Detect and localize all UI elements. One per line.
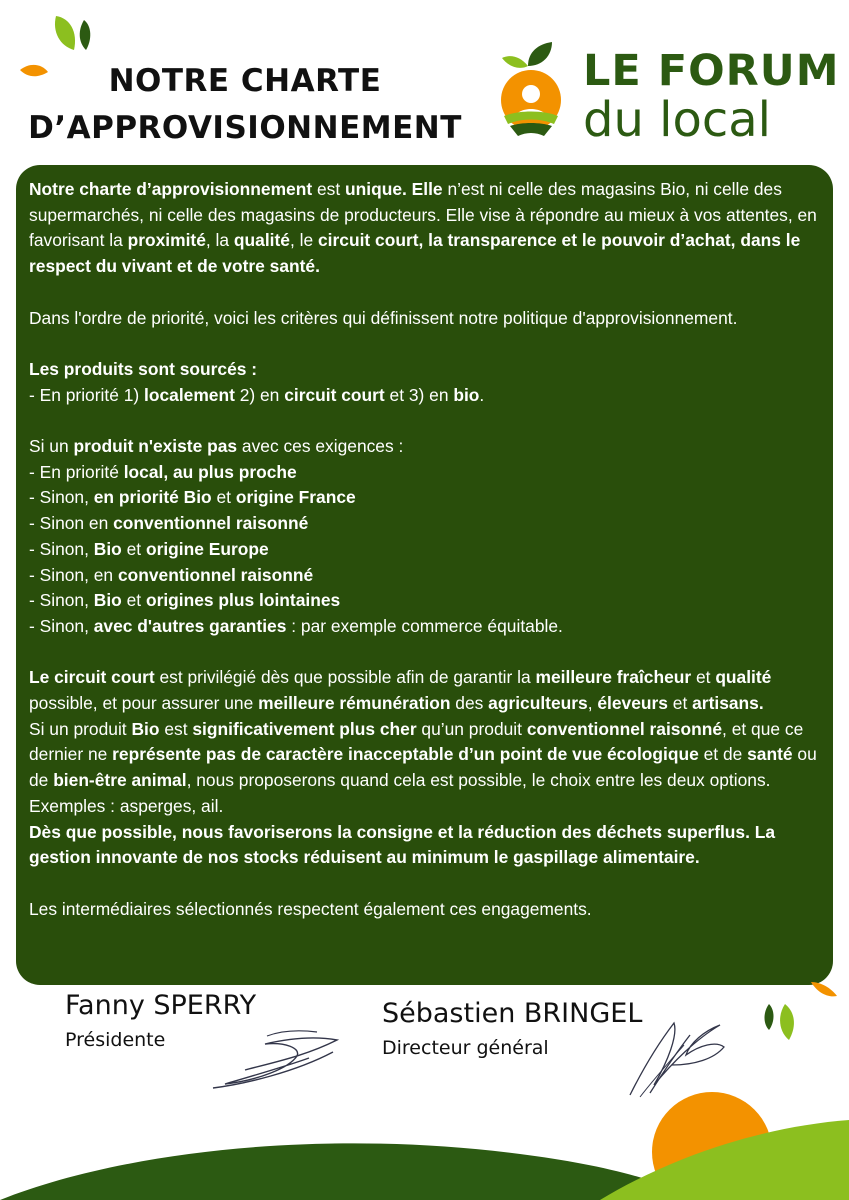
charter-text-bold: Les produits sont sourcés : bbox=[29, 358, 258, 379]
charter-text-bold: bien-être animal bbox=[53, 770, 187, 791]
leaf-decoration-icon bbox=[755, 978, 849, 1048]
charter-text: Si un produit bbox=[29, 718, 132, 739]
charter-text: 2) en bbox=[234, 384, 285, 405]
charter-text: et bbox=[121, 538, 146, 559]
charter-text: , et que ce dernier ne bbox=[29, 718, 804, 765]
charter-paragraph bbox=[29, 588, 819, 614]
charter-text-bold: santé bbox=[747, 744, 793, 765]
charter-text: - Sinon, bbox=[29, 590, 94, 611]
forum-du-local-logo-icon bbox=[498, 38, 570, 146]
charter-paragraph bbox=[29, 485, 819, 511]
charter-text: est bbox=[312, 179, 346, 199]
brand-name bbox=[583, 46, 840, 148]
charter-paragraph bbox=[29, 820, 819, 871]
charter-text: avec ces exigences : bbox=[237, 435, 404, 456]
charter-text-bold: représente pas de caractère inacceptable d’un point de vue écologique bbox=[112, 744, 699, 765]
charter-text-bold: Dès que possible, nous favoriserons la consigne et la réduction des déchets superflus. La gestion innovante de nos stocks réduisent au minimum le gaspillage alimentaire. bbox=[29, 821, 776, 868]
charter-text: , le bbox=[289, 230, 318, 251]
charter-text-bold: Bio bbox=[93, 538, 122, 559]
charter-paragraph bbox=[29, 563, 819, 589]
charter-paragraph bbox=[29, 717, 819, 820]
charter-text: et 3) en bbox=[384, 384, 454, 405]
brand-name-line2: du local bbox=[583, 92, 771, 148]
charter-text-bold: circuit court bbox=[284, 384, 385, 405]
charter-text-bold: bio bbox=[453, 384, 480, 405]
charter-text-bold: conventionnel raisonné bbox=[113, 513, 309, 534]
brand-name-line1: LE FORUM bbox=[583, 46, 840, 96]
charter-text-bold: artisans. bbox=[692, 693, 764, 713]
page-title-line1: NOTRE CHARTE bbox=[108, 63, 382, 99]
charter-text: et bbox=[121, 590, 146, 611]
charter-text-bold: meilleure fraîcheur bbox=[535, 667, 692, 688]
charter-text-bold: meilleure rémunération bbox=[258, 693, 451, 713]
charter-paragraph bbox=[29, 537, 819, 563]
charter-text: et bbox=[667, 693, 693, 713]
charter-text-bold: proximité bbox=[127, 230, 206, 251]
charter-text: - Sinon, bbox=[29, 538, 94, 559]
charter-text-bold: produit n'existe pas bbox=[73, 435, 238, 456]
page-title bbox=[10, 58, 480, 152]
charter-text-bold: significativement plus cher bbox=[192, 718, 417, 739]
charter-text: - En priorité 1) bbox=[29, 384, 145, 405]
charter-text-bold: avec d'autres garanties bbox=[93, 615, 287, 636]
charter-text: - Sinon, bbox=[29, 487, 94, 508]
page-title-line2: D’APPROVISIONNEMENT bbox=[28, 110, 462, 146]
charter-text-bold: origines plus lointaines bbox=[145, 590, 341, 611]
charter-text-bold: Notre charte d’approvisionnement bbox=[29, 179, 313, 199]
charter-text: Les intermédiaires sélectionnés respectent également ces engagements. bbox=[29, 898, 592, 919]
charter-text: ou de bbox=[29, 744, 817, 791]
charter-text-bold: qualité bbox=[715, 667, 772, 688]
charter-text: Si un bbox=[29, 435, 74, 456]
charter-text-bold: origine France bbox=[235, 487, 356, 508]
paragraph-spacer bbox=[29, 871, 819, 897]
charter-paragraph bbox=[29, 306, 819, 332]
charter-text-bold: unique. Elle bbox=[345, 179, 443, 199]
charter-text-bold: conventionnel raisonné bbox=[117, 564, 314, 585]
charter-paragraph bbox=[29, 511, 819, 537]
charter-text: est privilégié dès que possible afin de garantir la bbox=[154, 667, 536, 688]
paragraph-spacer bbox=[29, 640, 819, 666]
charter-text: : par exemple commerce équitable. bbox=[286, 615, 563, 636]
charter-text-panel bbox=[16, 165, 833, 985]
signatory-name: Fanny SPERRY bbox=[65, 990, 257, 1021]
charter-text: et bbox=[211, 487, 236, 508]
signatory-director bbox=[382, 998, 642, 1059]
charter-text-bold: Bio bbox=[93, 590, 122, 611]
charter-text: qu’un produit bbox=[416, 718, 527, 739]
signatory-name: Sébastien BRINGEL bbox=[382, 998, 643, 1029]
charter-paragraph bbox=[29, 177, 819, 280]
charter-paragraph bbox=[29, 383, 819, 409]
charter-text-bold: Bio bbox=[131, 718, 160, 739]
charter-text-bold: éleveurs bbox=[597, 693, 668, 713]
charter-text: - Sinon en bbox=[29, 513, 114, 534]
paragraph-spacer bbox=[29, 331, 819, 357]
charter-text: . bbox=[479, 384, 485, 405]
charter-text-bold: local, au plus proche bbox=[123, 461, 297, 482]
charter-text: n’est ni celle des magasins Bio, ni celle des supermarchés, ni celle des magasins de producteurs. Elle vise à répondre au mieux à vos attentes, en favorisant la bbox=[29, 179, 817, 251]
charter-text: et de bbox=[698, 744, 748, 765]
charter-text-bold: qualité bbox=[233, 230, 290, 251]
charter-text: est bbox=[159, 718, 193, 739]
charter-text-bold: en priorité Bio bbox=[93, 487, 212, 508]
charter-text: , bbox=[587, 693, 598, 713]
charter-text: - Sinon, en bbox=[29, 564, 118, 585]
charter-text-bold: agriculteurs bbox=[488, 693, 588, 713]
charter-paragraph bbox=[29, 665, 819, 716]
charter-paragraph bbox=[29, 460, 819, 486]
charter-text: - En priorité bbox=[29, 461, 124, 482]
charter-paragraph bbox=[29, 614, 819, 640]
paragraph-spacer bbox=[29, 408, 819, 434]
charter-text: des bbox=[450, 693, 489, 713]
landscape-decoration-icon bbox=[0, 1070, 849, 1200]
charter-text: - Sinon, bbox=[29, 615, 94, 636]
charter-text-bold: circuit court, la transparence et le pouvoir d’achat, dans le respect du vivant et de votre santé. bbox=[29, 230, 801, 277]
charter-text-bold: Le circuit court bbox=[29, 667, 155, 688]
paragraph-spacer bbox=[29, 280, 819, 306]
charter-text-bold: origine Europe bbox=[145, 538, 269, 559]
charter-paragraph bbox=[29, 897, 819, 923]
charter-text: possible, et pour assurer une bbox=[29, 693, 259, 713]
charter-text: , nous proposerons quand cela est possible, le choix entre les deux options. Exemples : asperges, ail. bbox=[29, 770, 771, 816]
signatory-role: Présidente bbox=[65, 1029, 166, 1051]
charter-text-bold: conventionnel raisonné bbox=[526, 718, 723, 739]
charter-text-bold: localement bbox=[144, 384, 235, 405]
charter-text: et bbox=[691, 667, 716, 688]
charter-paragraph bbox=[29, 434, 819, 460]
charter-text: Dans l'ordre de priorité, voici les critères qui définissent notre politique d'approvisionnement. bbox=[29, 307, 738, 328]
charter-text: , la bbox=[205, 230, 234, 251]
charter-paragraph bbox=[29, 357, 819, 383]
signatory-role: Directeur général bbox=[382, 1037, 549, 1059]
